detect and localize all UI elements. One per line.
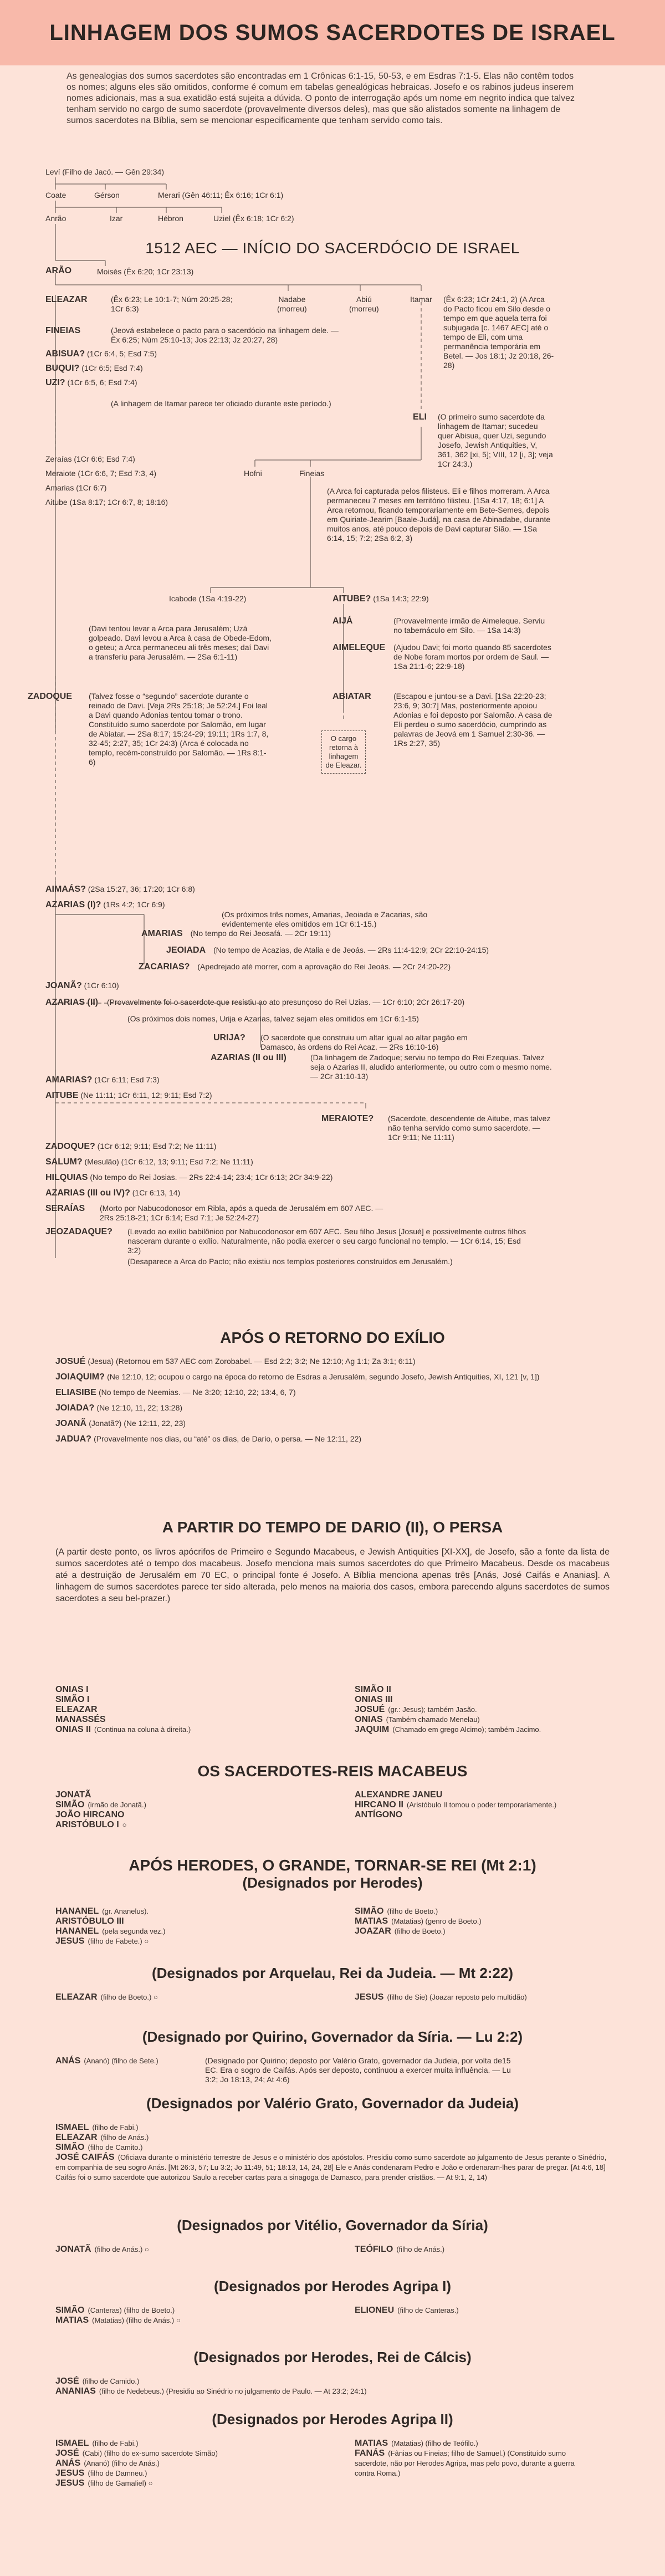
list-item: ISMAEL (filho de Fabi.) — [55, 2439, 139, 2448]
list-item: ELEAZAR (filho de Anás.) — [55, 2133, 149, 2142]
list-item: HANANEL (pela segunda vez.) — [55, 1926, 166, 1936]
list-item: ISMAEL (filho de Fabi.) — [55, 2123, 139, 2132]
section-agrippa-2 — [0, 2411, 665, 2428]
list-item: JOSÉ (filho de Camido.) — [55, 2376, 140, 2386]
list-item: JOSUÉ (gr.: Jesus); também Jasão. — [355, 1705, 477, 1714]
agrippa-1-left — [55, 2306, 181, 2325]
node-arao: ARÃO — [45, 266, 72, 275]
node-itamar: Itamar — [410, 295, 432, 304]
section-maccabees — [0, 1762, 665, 1780]
quirinius-text: (Designado por Quirino; deposto por Valério Grato, governador da Judeia, por volta de15 EC. Era o sogro de Caifás. Após ser deposto, continuou a exercer muita influência. — Lu 3:2; Jo 18:13, 24; At 4:6) — [205, 2056, 511, 2084]
node-fineias: FINEIAS — [45, 326, 81, 335]
node-nadabe: Nadabe (morreu) — [277, 295, 307, 313]
chalcis-title: (Designados por Herodes, Rei de Cálcis) — [193, 2349, 472, 2365]
gap-note: (A linhagem de Itamar parece ter oficiado durante este período.) — [111, 399, 331, 408]
list-item: JESUS (filho de Gamaliel) ○ — [55, 2478, 153, 2488]
agrippa-2-right — [355, 2439, 587, 2478]
azarias-3-ref: (Da linhagem de Zadoque; serviu no tempo do Rei Ezequias. Talvez seja o Azarias II, aludido anteriormente, ou outro com o mesmo nome. — 2Cr 31:10-13) — [310, 1053, 552, 1081]
node-abisua: ABISUA? (1Cr 6:4, 5; Esd 7:5) — [45, 349, 157, 359]
node-uzi: UZI? (1Cr 6:5, 6; Esd 7:4) — [45, 378, 137, 387]
era-priesthood-start: 1512 AEC — INÍCIO DO SACERDÓCIO DE ISRAEL — [145, 239, 520, 257]
list-item: ONIAS (Também chamado Menelau) — [355, 1715, 480, 1724]
list-item: JOSUÉ (Jesua) (Retornou em 537 AEC com Zorobabel. — Esd 2:2; 3:2; Ne 12:10; Ag 1:1; Za 3:1; 6:11) — [55, 1357, 416, 1366]
node-izar: Izar — [110, 214, 123, 223]
node-aitube: Aitube (1Sa 8:17; 1Cr 6:7, 8; 18:16) — [45, 498, 168, 507]
node-aitube-2: AITUBE? (1Sa 14:3; 22:9) — [332, 594, 429, 604]
node-aitube-3: AITUBE (Ne 11:11; 1Cr 6:11, 12; 9:11; Esd 7:2) — [45, 1091, 212, 1100]
node-gerson: Gérson — [94, 191, 120, 200]
list-item: SIMÃO II — [355, 1685, 391, 1694]
persian-right-col — [355, 1685, 541, 1735]
gratus-list — [55, 2123, 610, 2183]
node-azarias-2: AZARIAS (II) (Provavelmente foi o sacerdote que resistiu ao ato presunçoso do Rei Uzias. — 1Cr 6:10; 2Cr 26:17-20) — [45, 998, 465, 1007]
herod-left-col — [55, 1907, 165, 1946]
chalcis-list — [55, 2376, 367, 2396]
list-item: JOIAQUIM? (Ne 12:10, 12; ocupou o cargo na época do retorno de Esdras a Jerusalém, segundo Josefo, Jewish Antiquities, XI, 121 [v, 1]) — [55, 1372, 540, 1382]
vitellius-left — [55, 2245, 149, 2255]
list-item: JESUS (filho de Fabete.) ○ — [55, 1936, 149, 1946]
after-exile-list — [55, 1357, 610, 1444]
persian-title: A PARTIR DO TEMPO DE DARIO (II), O PERSA — [162, 1519, 503, 1536]
abiatar-ref: (Escapou e juntou-se a Davi. [1Sa 22:20-23; 23:6, 9; 30:7] Mas, posteriormente apoiou Adonias e foi deposto por Salomão. A casa de Eli perdeu o sumo sacerdócio, cumprindo as palavras de Jeová em 1 Samuel 2:30-36. — 1Rs 2:27, 35) — [393, 692, 553, 748]
list-item: SIMÃO I — [55, 1695, 90, 1704]
ark-captured-note: (A Arca foi capturada pelos filisteus. Eli e filhos morreram. A Arca permaneceu 7 meses em território filisteu. [1Sa 4:17, 18; 6:1] A Arca retornou, ficando temporariamente em Bete-Semes, depois em Quiriate-Jearim [Baale-Judá], na casa de Abinadabe, durante muitos anos, até pouco depois de Davi capturar Sião. — 1Sa 6:14, 15; 7:2; 2Sa 6:2, 3) — [327, 487, 551, 543]
vitellius-title: (Designados por Vitélio, Governador da Síria) — [177, 2217, 488, 2233]
node-aija: AIJÁ — [332, 616, 353, 626]
after-exile-title: APÓS O RETORNO DO EXÍLIO — [220, 1329, 445, 1346]
list-item: ANANIAS (filho de Nedebeus.) (Presidiu ao Sinédrio no julgamento de Paulo. — At 23:2; 24:1) — [55, 2386, 367, 2396]
list-item: JESUS (filho de Damneu.) — [55, 2468, 147, 2478]
node-urija: URIJA? — [213, 1033, 245, 1042]
agrippa-1-right — [355, 2306, 459, 2316]
list-item: FANÁS (Fânias ou Fineias; filho de Samuel.) (Constituído sumo sacerdote, não por Herodes Agripa, mas pelo povo, durante a guerra contra Roma.) — [355, 2449, 575, 2477]
omitted-note-1: (Os próximos três nomes, Amarias, Jeoiada e Zacarias, são evidentemente eles omitidos em 1Cr 6:1-15.) — [222, 910, 428, 928]
agrippa-2-left — [55, 2439, 218, 2488]
lineage-chart — [0, 150, 665, 1424]
list-item: TEÓFILO (filho de Anás.) — [355, 2245, 445, 2254]
meraiote-2-ref: (Sacerdote, descendente de Aitube, mas talvez não tenha servido como sumo sacerdote. — 1Cr 9:11; Ne 11:11) — [388, 1114, 551, 1142]
archelaus-title: (Designados por Arquelau, Rei da Judeia. — Mt 2:22) — [151, 1965, 514, 1981]
node-coate: Coate — [45, 191, 66, 200]
aimeleque-ref: (Ajudou Davi; foi morto quando 85 sacerdotes de Nobe foram mortos por ordem de Saul. — 1Sa 21:1-6; 22:9-18) — [393, 643, 551, 671]
archelaus-left — [55, 1992, 158, 2002]
persian-paragraph: (A partir deste ponto, os livros apócrifos de Primeiro e Segundo Macabeus, e Jewish Antiquities [XI-XX], de Josefo, são a fonte da lista de sumos sacerdotes até o tempo dos macabeus. Josefo menciona mais sumos sacerdotes do que Primeiro Macabeus. Desde os macabeus até a destruição de Jerusalém em 70 EC, o principal fonte é Josefo. A Bíblia menciona apenas três [Anás, José Caifás e Ananias]. A linhagem de sumos sacerdotes parece ter sido alterada, pelo menos na maioria dos casos, embora parecendo alguns sacerdotes de sumos sacerdotes a seu bel-prazer.) — [55, 1547, 610, 1603]
node-levi: Leví (Filho de Jacó. — Gên 29:34) — [45, 167, 164, 176]
list-item: ELEAZAR (filho de Boeto.) ○ — [55, 1992, 158, 2002]
list-item: JOSÉ (Cabi) (filho do ex-sumo sacerdote Simão) — [55, 2449, 218, 2458]
list-item: ANTÍGONO — [355, 1810, 403, 1819]
list-item: ONIAS III — [355, 1695, 393, 1704]
list-item: MATIAS (Matatias) (genro de Boeto.) — [355, 1916, 482, 1926]
archelaus-right — [355, 1992, 527, 2002]
maccabees-left-col — [55, 1790, 146, 1830]
intro-paragraph: As genealogias dos sumos sacerdotes são encontradas em 1 Crônicas 6:1-15, 50-53, e em Esdras 7:1-5. Elas não contêm todos os nomes; alguns eles são omitidos, conforme é comum em tabelas genealógicas hebraicas. Josefo e os rabinos judeus inserem nomes adicionais, mas a sua exatidão está sujeita a dúvida. O ponto de interrogação após um nome em negrito indica que talvez tenham servido no cargo de sumo sacerdote (provavelmente diversos deles), mas que são alistados somente na linhagem de sumos sacerdotes na Bíblia, sem se mencionar especificamente que tenham servido como tais. — [66, 71, 575, 125]
herod-title: APÓS HERODES, O GRANDE, TORNAR-SE REI (Mt 2:1) — [129, 1857, 536, 1874]
ark-move-note: (Davi tentou levar a Arca para Jerusalém; Uzá golpeado. Davi levou a Arca à casa de Obede-Edom, o geteu; a Arca permaneceu ali três meses; daí Davi a transferiu para Jerusalém. — 2Sa 6:1-11) — [89, 624, 272, 661]
node-fineias-son-of-eli: Fineias — [299, 469, 325, 478]
node-zadoque-2: ZADOQUE? (1Cr 6:12; 9:11; Esd 7:2; Ne 11:11) — [45, 1142, 217, 1151]
vitellius-right — [355, 2245, 444, 2255]
gratus-title: (Designados por Valério Grato, Governador da Judeia) — [146, 2095, 519, 2112]
list-item: ONIAS I — [55, 1685, 89, 1694]
node-moises: Moisés (Êx 6:20; 1Cr 23:13) — [97, 267, 194, 276]
quirinius-title: (Designado por Quirino, Governador da Síria. — Lu 2:2) — [142, 2028, 523, 2045]
list-item: JOÃO HIRCANO — [55, 1810, 125, 1819]
section-gratus — [0, 2095, 665, 2112]
section-vitellius — [0, 2217, 665, 2234]
list-item: JONATÃ — [55, 1790, 91, 1800]
eli-ref: (O primeiro sumo sacerdote da linhagem de Itamar; sucedeu quer Abisua, quer Uzi, segundo Josefo, Jewish Antiquities, V, 361, 362 [xi, 5]; VIII, 12 [i, 3]; veja 1Cr 24:3.) — [438, 412, 553, 468]
seraias-ref: (Morto por Nabucodonosor em Ribla, após a queda de Jerusalém em 607 AEC. — 2Rs 25:18-21; 1Cr 6:14; Esd 7:1; Je 52:24-27) — [100, 1204, 383, 1222]
page-title: LINHAGEM DOS SUMOS SACERDOTES DE ISRAEL — [49, 20, 616, 45]
node-azarias-4: AZARIAS (III ou IV)? (1Cr 6:13, 14) — [45, 1188, 181, 1198]
list-item: JOAZAR (filho de Boeto.) — [355, 1926, 446, 1936]
node-abiatar: ABIATAR — [332, 692, 371, 701]
node-uziel: Uziel (Êx 6:18; 1Cr 6:2) — [213, 214, 294, 223]
section-quirinius — [0, 2028, 665, 2046]
list-item: ELEAZAR — [55, 1705, 98, 1714]
omitted-note-2: (Os próximos dois nomes, Urija e Azarias, talvez sejam eles omitidos em 1Cr 6:1-15) — [127, 1014, 419, 1023]
section-agrippa-1 — [0, 2278, 665, 2295]
list-item: ARISTÓBULO III — [55, 1916, 124, 1926]
node-zacarias: ZACARIAS? (Apedrejado até morrer, com a aprovação do Rei Jeoás. — 2Cr 24:20-22) — [139, 962, 451, 972]
agrippa-1-title: (Designados por Herodes Agripa I) — [213, 2278, 452, 2294]
list-item: JAQUIM (Chamado em grego Alcimo); também Jacimo. — [355, 1725, 541, 1734]
jeozadaque-ref: (Levado ao exílio babilônico por Nabucodonosor em 607 AEC. Seu filho Jesus [Josué] e possivelmente outros filhos nasceram durante o exílio. Naturalmente, não podia exercer o seu cargo funcional no templo. — 1Cr 6:14, 15; Esd 3:2) — [127, 1227, 526, 1255]
list-item: SIMÃO (filho de Boeto.) — [355, 1907, 438, 1916]
section-herod — [0, 1857, 665, 1892]
section-persian — [0, 1519, 665, 1536]
temple-note: (Desaparece a Arca do Pacto; não existiu nos templos posteriores construídos em Jerusalém.) — [127, 1257, 453, 1266]
node-aimaas: AIMAÁS? (2Sa 15:27, 36; 17:20; 1Cr 6:8) — [45, 885, 195, 894]
list-item: MATIAS (Matatias) (filho de Anás.) ○ — [55, 2316, 181, 2325]
list-item: ARISTÓBULO I ○ — [55, 1820, 127, 1829]
node-icabode: Icabode (1Sa 4:19-22) — [169, 594, 247, 603]
urija-ref: (O sacerdote que construiu um altar igual ao altar pagão em Damasco, às ordens do Rei Acaz. — 2Rs 16:10-16) — [260, 1033, 468, 1051]
node-joana: JOANÃ? (1Cr 6:10) — [45, 981, 119, 990]
abiatar-box: O cargo retorna à linhagem de Eleazar. — [321, 730, 366, 774]
list-item: JOSÉ CAIFÁS (Oficiava durante o ministério terrestre de Jesus e o ministério dos apóstolos. Presidiu como sumo sacerdote ao julgamento de Jesus perante o Sinédrio, em companhia de seu sogro Anás. [Mt 26:3, 57; Lu 3:2; Jo 11:49, 51; 18:13, 14, 24, 28] Ele e Anás condenaram Pedro e João e ordenaram-lhes parar de pregar. [At 4:6, 18] Caifás foi o sumo sacerdote que autorizou Saulo a receber cartas para a sinagoga de Damasco, para prender cristãos. — At 9:1, 2, 14) — [55, 2153, 607, 2181]
quirinius-name — [55, 2056, 158, 2066]
persian-left-col — [55, 1685, 191, 1735]
list-item: JOIADA? (Ne 12:10, 11, 22; 13:28) — [55, 1403, 183, 1413]
node-buqui: BUQUI? (1Cr 6:5; Esd 7:4) — [45, 364, 143, 373]
list-item: JESUS (filho de Sie) (Joazar reposto pelo multidão) — [355, 1992, 527, 2002]
eleazar-ref: (Êx 6:23; Le 10:1-7; Núm 20:25-28; 1Cr 6:3) — [111, 295, 233, 313]
list-item: SIMÃO (irmão de Jonatã.) — [55, 1800, 146, 1810]
maccabees-right-col — [355, 1790, 556, 1820]
zadoque-ref: (Talvez fosse o “segundo” sacerdote durante o reinado de Davi. [Veja 2Rs 25:18; Je 52:24.] Foi leal a Davi quando Adonias tentou tomar o trono. Constituído sumo sacerdote por Salomão, em lugar de Abiatar. — 2Sa 8:17; 15:24-29; 19:11; 1Rs 1:7, 8, 32-45; 2:27, 35; 1Cr 24:3) (Arca é colocada no templo, recém-construído por Salomão. — 1Rs 8:1-6) — [89, 692, 269, 766]
list-item: JADUA? (Provavelmente nos dias, ou “até” os dias, de Dario, o persa. — Ne 12:11, 22) — [55, 1434, 362, 1444]
maccabees-title: OS SACERDOTES-REIS MACABEUS — [197, 1762, 468, 1780]
node-aimeleque: AIMELEQUE — [332, 643, 386, 652]
node-jeoiada: JEOIADA (No tempo de Acazias, de Atalia e de Jeoás. — 2Rs 11:4-12:9; 2Cr 22:10-24:15) — [166, 945, 489, 955]
agrippa-2-title: (Designados por Herodes Agripa II) — [212, 2411, 453, 2427]
node-merari: Merari (Gên 46:11; Êx 6:16; 1Cr 6:1) — [158, 191, 284, 200]
list-item: ELIASIBE (No tempo de Neemias. — Ne 3:20; 12:10, 22; 13:4, 6, 7) — [55, 1388, 296, 1397]
list-item: HANANEL (gr. Ananelus). — [55, 1907, 149, 1916]
node-jeozadaque: JEOZADAQUE? — [45, 1227, 112, 1236]
list-item: ELIONEU (filho de Canteras.) — [355, 2306, 459, 2315]
node-salum: SALUM? (Mesulão) (1Cr 6:12, 13; 9:11; Esd 7:2; Ne 11:11) — [45, 1157, 253, 1167]
list-item: HIRCANO II (Aristóbulo II tomou o poder temporariamente.) — [355, 1800, 557, 1810]
section-chalcis — [0, 2349, 665, 2366]
list-item: ANÁS (Ananó) (filho de Anás.) — [55, 2459, 160, 2468]
itamar-ref: (Êx 6:23; 1Cr 24:1, 2) (A Arca do Pacto ficou em Silo desde o tempo em que aquela terra foi subjugada [c. 1467 AEC] até o tempo de Eli, com uma permanência temporária em Betel. — Jos 18:1; Jz 20:18, 26-28) — [443, 295, 554, 370]
section-after-exile — [0, 1329, 665, 1347]
list-item: ALEXANDRE JANEU — [355, 1790, 443, 1800]
fineias-ref: (Jeová estabelece o pacto para o sacerdócio na linhagem dele. — Êx 6:25; Núm 25:10-13; Jos 22:13; Jz 20:27, 28) — [111, 326, 339, 344]
node-abiu: Abiú (morreu) — [349, 295, 379, 313]
herod-subtitle: (Designados por Herodes) — [242, 1874, 423, 1891]
node-hilquias: HILQUIAS (No tempo do Rei Josias. — 2Rs 22:4-14; 23:4; 1Cr 6:13; 2Cr 34:9-22) — [45, 1173, 333, 1182]
aija-ref: (Provavelmente irmão de Aimeleque. Serviu no tabernáculo em Silo. — 1Sa 14:3) — [393, 616, 545, 635]
list-item: SIMÃO (filho de Camito.) — [55, 2143, 143, 2152]
node-amarias-2: AMARIAS (No tempo do Rei Jeosafá. — 2Cr 19:11) — [141, 929, 331, 938]
title-banner — [0, 0, 665, 65]
node-anrao: Anrão — [45, 214, 66, 223]
list-item: MANASSÉS — [55, 1715, 106, 1724]
node-zeraias: Zeraías (1Cr 6:6; Esd 7:4) — [45, 454, 135, 463]
node-azarias-1: AZARIAS (I)? (1Rs 4:2; 1Cr 6:9) — [45, 900, 165, 909]
section-archelaus — [0, 1965, 665, 1982]
list-item: ONIAS II (Continua na coluna à direita.) — [55, 1725, 191, 1734]
list-item: SIMÃO (Canteras) (filho de Boeto.) — [55, 2306, 175, 2315]
node-meraiote-2: MERAIOTE? — [321, 1114, 374, 1123]
node-hebron: Hébron — [158, 214, 183, 223]
list-item: JONATÃ (filho de Anás.) ○ — [55, 2245, 149, 2254]
node-amarias: Amarias (1Cr 6:7) — [45, 483, 107, 492]
node-hofni: Hofni — [244, 469, 262, 478]
node-eli: ELI — [413, 412, 427, 422]
node-zadoque: ZADOQUE — [28, 692, 72, 701]
list-item: MATIAS (Matatias) (filho de Teófilo.) — [355, 2439, 478, 2448]
herod-right-col — [355, 1907, 482, 1936]
node-meraiote: Meraiote (1Cr 6:6, 7; Esd 7:3, 4) — [45, 469, 156, 478]
list-item: ANÁS (Ananó) (filho de Sete.) — [55, 2056, 158, 2066]
node-eleazar: ELEAZAR — [45, 295, 88, 304]
node-azarias-3: AZARIAS (II ou III) — [211, 1053, 287, 1062]
node-seraias: SERAÍAS — [45, 1204, 85, 1213]
node-amarias-3: AMARIAS? (1Cr 6:11; Esd 7:3) — [45, 1075, 160, 1085]
list-item: JOANÃ (Jonatã?) (Ne 12:11, 22, 23) — [55, 1419, 186, 1428]
